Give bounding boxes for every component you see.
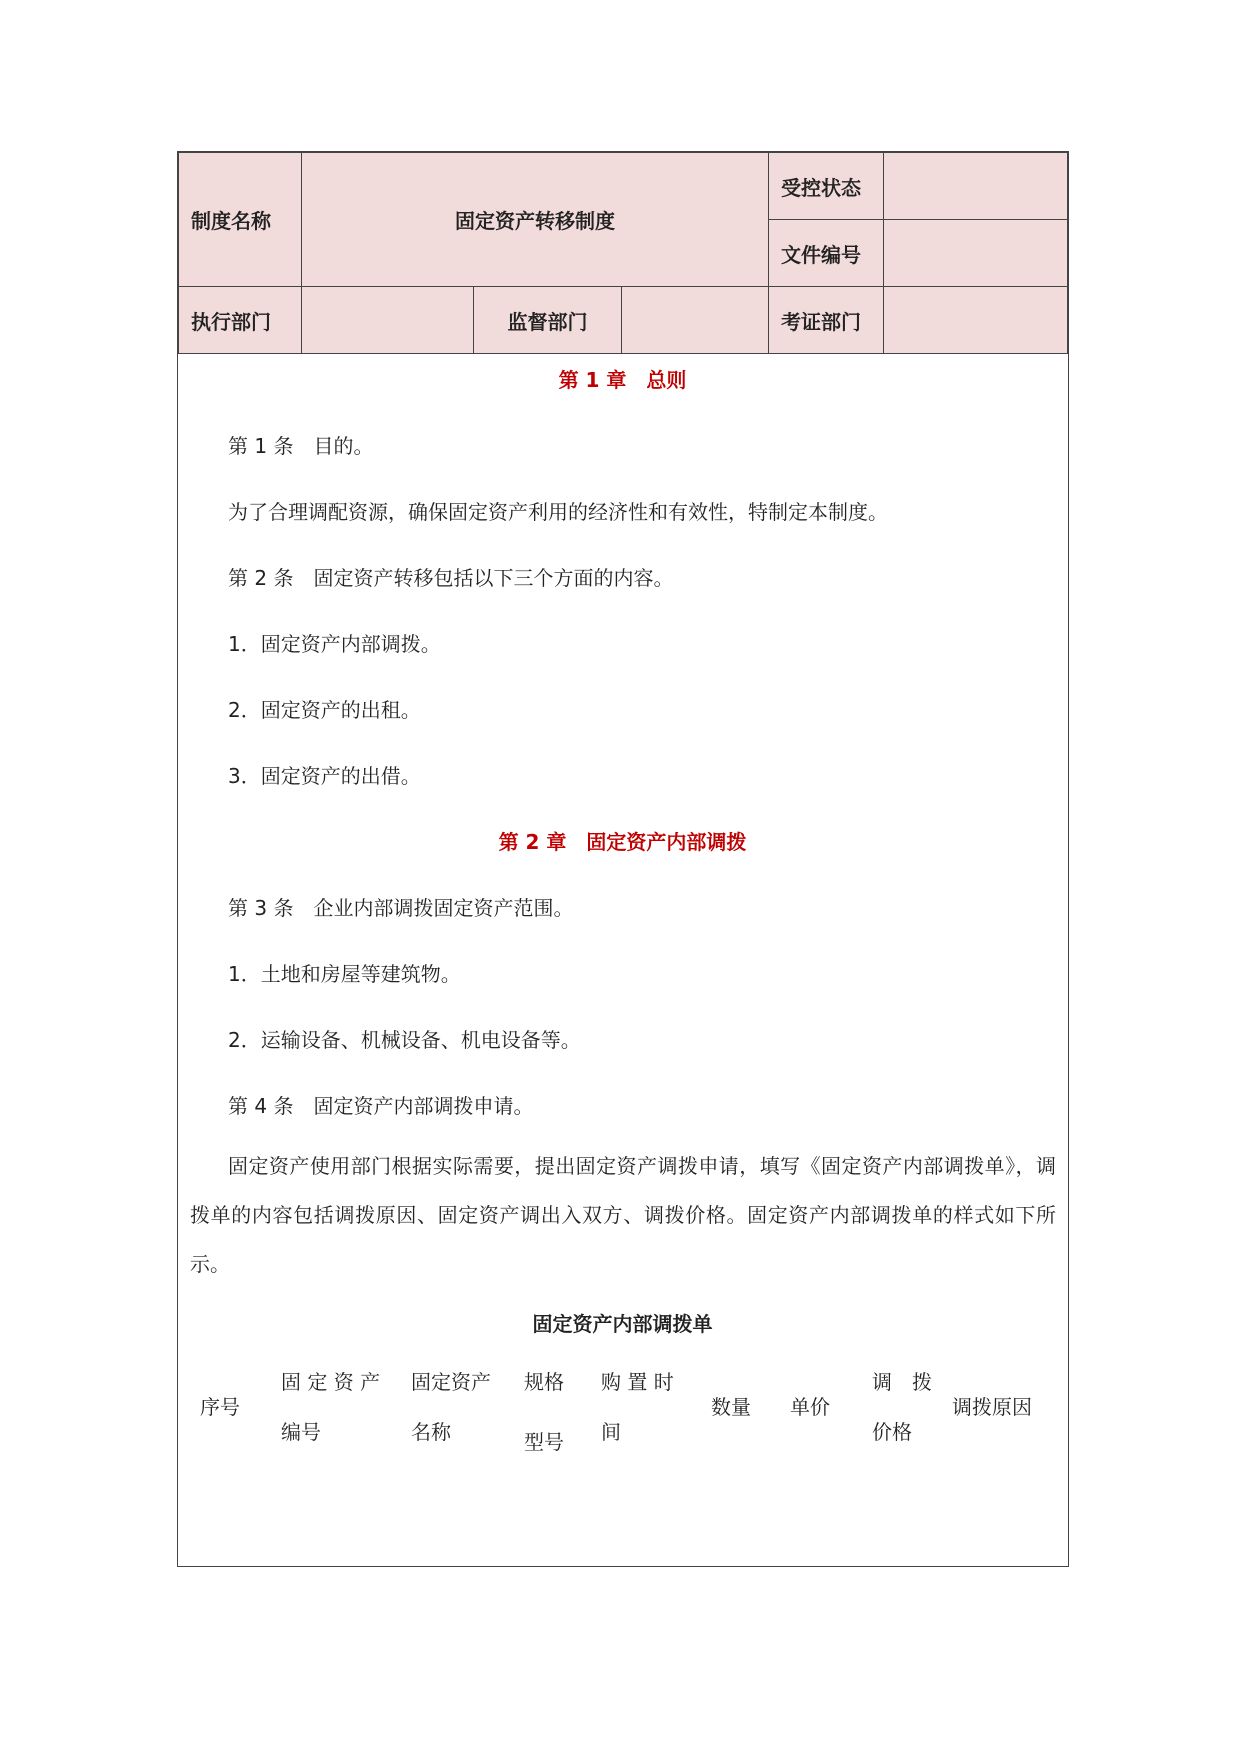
supervise-dept-label: 监督部门 bbox=[474, 287, 622, 354]
article-4: 第 4 条 固定资产内部调拨申请。 bbox=[228, 1094, 534, 1118]
column-purchase-time: 购 置 时 间 bbox=[601, 1370, 674, 1444]
verify-dept-label: 考证部门 bbox=[769, 287, 884, 354]
chapter-2-heading: 第 2 章 固定资产内部调拨 bbox=[498, 830, 747, 854]
exec-dept-value[interactable] bbox=[302, 287, 474, 354]
control-status-value[interactable] bbox=[884, 153, 1068, 220]
column-spec: 规格 型号 bbox=[524, 1370, 564, 1454]
column-seq: 序号 bbox=[200, 1395, 240, 1419]
column-asset-name: 固定资产 名称 bbox=[411, 1370, 491, 1444]
article-1-text: 为了合理调配资源，确保固定资产利用的经济性和有效性，特制定本制度。 bbox=[228, 500, 888, 524]
control-status-label: 受控状态 bbox=[769, 153, 884, 220]
file-number-value[interactable] bbox=[884, 220, 1068, 287]
article-2-item-2: 2．固定资产的出租。 bbox=[228, 698, 421, 722]
article-3-item-1: 1．土地和房屋等建筑物。 bbox=[228, 962, 461, 986]
column-transfer-price: 调 拨 价格 bbox=[872, 1370, 932, 1444]
article-2-item-3: 3．固定资产的出借。 bbox=[228, 764, 421, 788]
article-3-item-2: 2．运输设备、机械设备、机电设备等。 bbox=[228, 1028, 581, 1052]
policy-name-value: 固定资产转移制度 bbox=[302, 153, 769, 287]
column-reason: 调拨原因 bbox=[952, 1395, 1032, 1419]
file-number-label: 文件编号 bbox=[769, 220, 884, 287]
article-3: 第 3 条 企业内部调拨固定资产范围。 bbox=[228, 896, 574, 920]
exec-dept-label: 执行部门 bbox=[179, 287, 302, 354]
form-title: 固定资产内部调拨单 bbox=[532, 1312, 713, 1336]
article-2-item-1: 1．固定资产内部调拨。 bbox=[228, 632, 441, 656]
header-table bbox=[178, 152, 1068, 354]
article-2: 第 2 条 固定资产转移包括以下三个方面的内容。 bbox=[228, 566, 674, 590]
column-quantity: 数量 bbox=[711, 1395, 751, 1419]
policy-name-label: 制度名称 bbox=[179, 153, 302, 287]
article-1: 第 1 条 目的。 bbox=[228, 434, 374, 458]
column-unit-price: 单价 bbox=[790, 1395, 830, 1419]
document-frame bbox=[177, 151, 1069, 1567]
article-4-text: 固定资产使用部门根据实际需要，提出固定资产调拨申请，填写《固定资产内部调拨单》，调拨单的内容包括调拨原因、固定资产调出入双方、调拨价格。固定资产内部调拨单的样式如下所示。 bbox=[190, 1154, 1056, 1276]
supervise-dept-value[interactable] bbox=[622, 287, 769, 354]
chapter-1-heading: 第 1 章 总则 bbox=[558, 368, 687, 392]
column-asset-no: 固 定 资 产 编号 bbox=[281, 1370, 381, 1444]
verify-dept-value[interactable] bbox=[884, 287, 1068, 354]
